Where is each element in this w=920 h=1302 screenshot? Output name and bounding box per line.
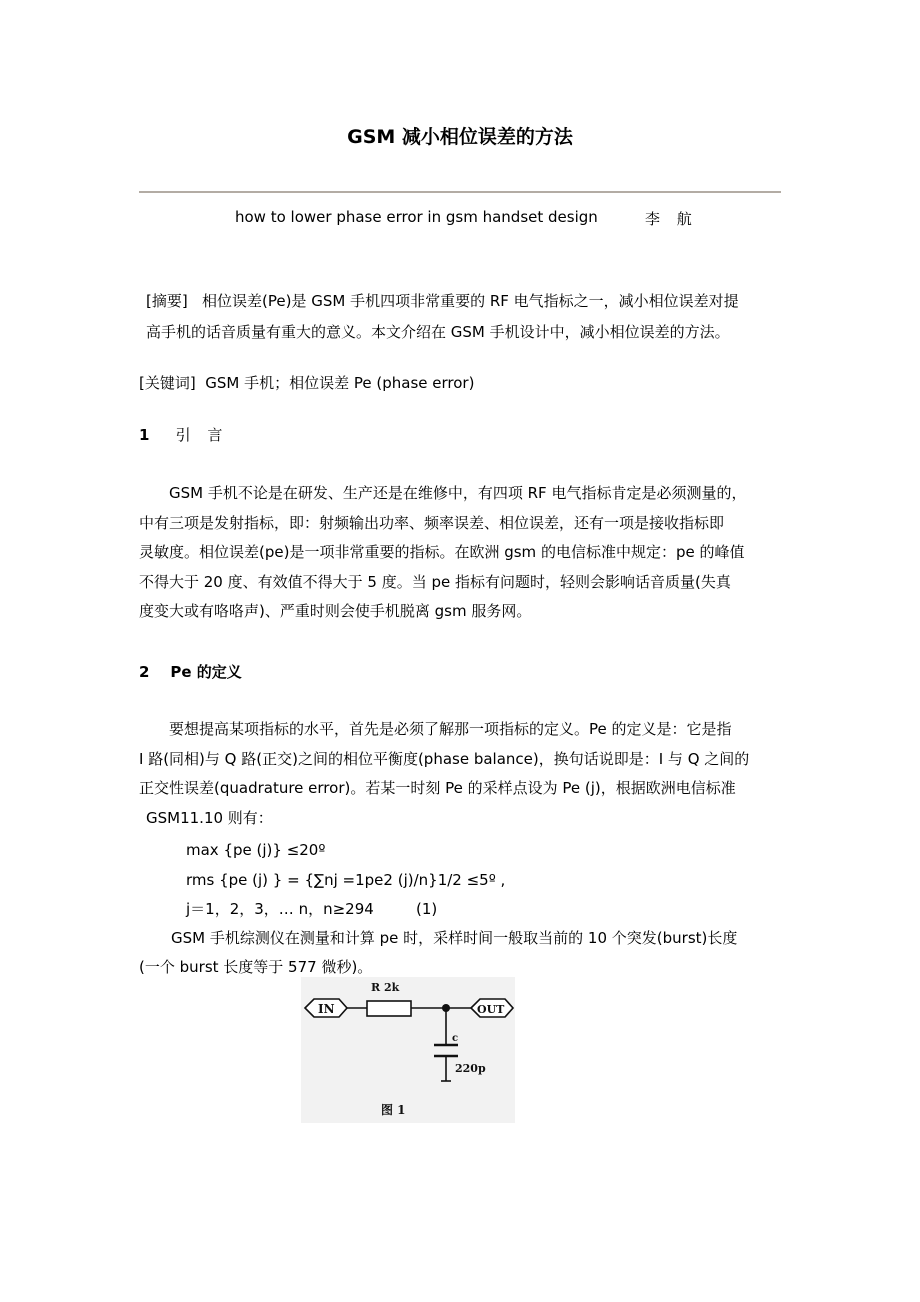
capacitor-label: c	[452, 1033, 459, 1044]
english-subtitle: how to lower phase error in gsm handset design	[235, 208, 598, 226]
section-2-line-3: 正交性误差(quadrature error)。若某一时刻 Pe 的采样点设为 Pe (j)，根据欧洲电信标准	[139, 779, 736, 797]
section-1-number: 1	[139, 426, 150, 444]
section-2-after-2: (一个 burst 长度等于 577 微秒)。	[139, 958, 373, 976]
rc-circuit-diagram	[301, 977, 515, 1123]
keywords-line	[139, 373, 474, 393]
abstract-line-1	[146, 291, 739, 311]
section-2-line-4: GSM11.10 则有：	[146, 809, 273, 827]
abstract-text-1: 相位误差(Pe)是 GSM 手机四项非常重要的 RF 电气指标之一，减小相位误差对提	[202, 292, 739, 310]
out-label: OUT	[477, 1003, 505, 1016]
section-1-line-1: GSM 手机不论是在研发、生产还是在维修中，有四项 RF 电气指标肯定是必须测量的，	[169, 484, 747, 502]
formula-range: j＝1，2，3，… n，n≥294	[186, 900, 374, 918]
section-2-heading	[139, 661, 242, 682]
figure-caption: 图 1	[381, 1103, 406, 1117]
keywords-label: [关键词]	[139, 374, 196, 392]
in-label: IN	[318, 1002, 335, 1016]
document-title: GSM 减小相位误差的方法	[347, 126, 573, 148]
abstract-label: [摘要]	[146, 292, 188, 310]
formula-rms: rms {pe (j) } = {∑nj =1pe2 (j)/n}1/2 ≤5º ,	[186, 871, 506, 889]
keywords-text: GSM 手机；相位误差 Pe (phase error)	[205, 374, 475, 392]
abstract-line-2: 高手机的话音质量有重大的意义。本文介绍在 GSM 手机设计中，减小相位误差的方法。	[146, 323, 730, 341]
section-2-after-1: GSM 手机综测仪在测量和计算 pe 时，采样时间一般取当前的 10 个突发(burst)长度	[171, 929, 738, 947]
section-1-line-5: 度变大或有咯咯声)、严重时则会使手机脱离 gsm 服务网。	[139, 602, 532, 620]
section-2-line-1: 要想提高某项指标的水平，首先是必须了解那一项指标的定义。Pe 的定义是：它是指	[169, 720, 732, 738]
rc-circuit-figure	[301, 977, 515, 1123]
capacitor-value: 220p	[455, 1062, 486, 1075]
formula-number: (1)	[416, 900, 438, 918]
section-1-line-2: 中有三项是发射指标，即：射频输出功率、频率误差、相位误差，还有一项是接收指标即	[139, 514, 725, 532]
resistor	[367, 1001, 411, 1016]
section-2-number: 2	[139, 663, 150, 681]
section-1-heading	[139, 424, 228, 445]
section-2-title: Pe 的定义	[170, 663, 242, 681]
section-1-line-3: 灵敏度。相位误差(pe)是一项非常重要的指标。在欧洲 gsm 的电信标准中规定：pe 的峰值	[139, 543, 745, 561]
author-name: 李 航	[645, 210, 698, 228]
resistor-label: R 2k	[371, 981, 400, 994]
section-2-line-2: I 路(同相)与 Q 路(正交)之间的相位平衡度(phase balance)，换句话说即是：I 与 Q 之间的	[139, 750, 750, 768]
section-1-title: 引 言	[175, 426, 229, 444]
title-divider	[139, 191, 781, 193]
section-1-line-4: 不得大于 20 度、有效值不得大于 5 度。当 pe 指标有问题时，轻则会影响话音质量(失真	[139, 573, 731, 591]
formula-max: max {pe (j)} ≤20º	[186, 841, 326, 859]
